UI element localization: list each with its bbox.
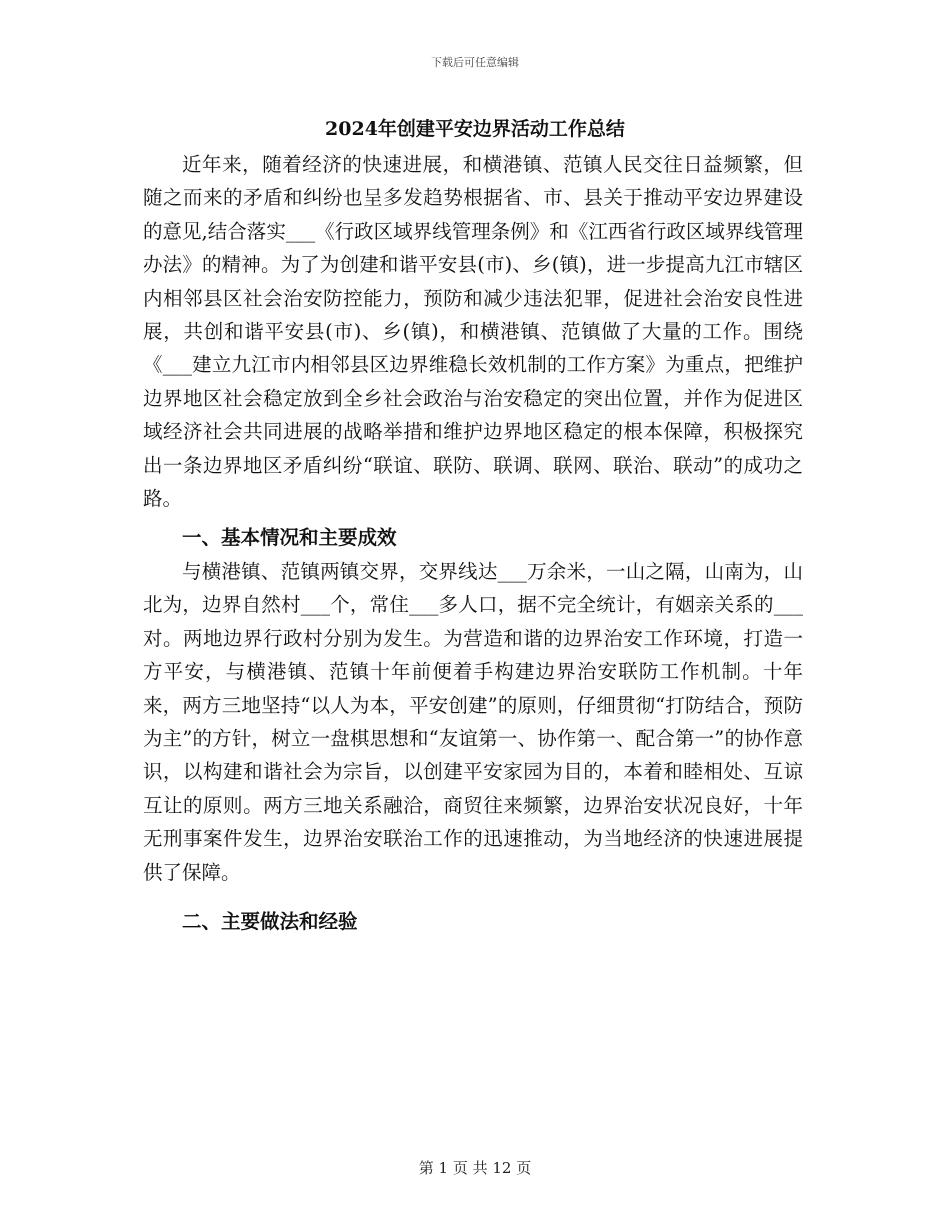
- header-note: 下载后可任意编辑: [431, 56, 519, 69]
- document-body: [143, 148, 803, 938]
- section-2-heading: 二、主要做法和经验: [182, 909, 358, 933]
- page-title: 2024年创建平安边界活动工作总结: [325, 118, 625, 140]
- page-footer: 第 1 页 共 12 页: [418, 1159, 532, 1177]
- section-1-paragraph: 与横港镇、范镇两镇交界，交界线达___万余米，一山之隔，山南为，山北为，边界自然村___个，常住___多人口，据不完全统计，有姻亲关系的___对。两地边界行政村分别为发生。为营造和谐的边界治安工作环境，打造一方平安，与横港镇、范镇十年前便着手构建边界治安联防工作机制。十年来，两方三地坚持“以人为本，平安创建”的原则，仔细贯彻“打防结合，预防为主”的方针，树立一盘棋思想和“友谊第一、协作第一、配合第一”的协作意识，以构建和谐社会为宗旨，以创建平安家园为目的，本着和睦相处、互谅互让的原则。两方三地关系融洽，商贸往来频繁，边界治安状况良好，十年无刑事案件发生，边界治安联治工作的迅速推动，为当地经济的快速进展提供了保障。: [143, 559, 803, 884]
- section-1-heading: 一、基本情况和主要成效: [182, 526, 397, 550]
- intro-paragraph: 近年来，随着经济的快速进展，和横港镇、范镇人民交往日益频繁，但随之而来的矛盾和纠纷也呈多发趋势根据省、市、县关于推动平安边界建设的意见,结合落实___《行政区域界线管理条例》和《江西省行政区域界线管理办法》的精神。为了为创建和谐平安县(市)、乡(镇)，进一步提高九江市辖区内相邻县区社会治安防控能力，预防和减少违法犯罪，促进社会治安良性进展，共创和谐平安县(市)、乡(镇)，和横港镇、范镇做了大量的工作。围绕《___建立九江市内相邻县区边界维稳长效机制的工作方案》为重点，把维护边界地区社会稳定放到全乡社会政治与治安稳定的突出位置，并作为促进区域经济社会共同进展的战略举措和维护边界地区稳定的根本保障，积极探究出一条边界地区矛盾纠纷“联谊、联防、联调、联网、联治、联动”的成功之路。: [143, 153, 803, 511]
